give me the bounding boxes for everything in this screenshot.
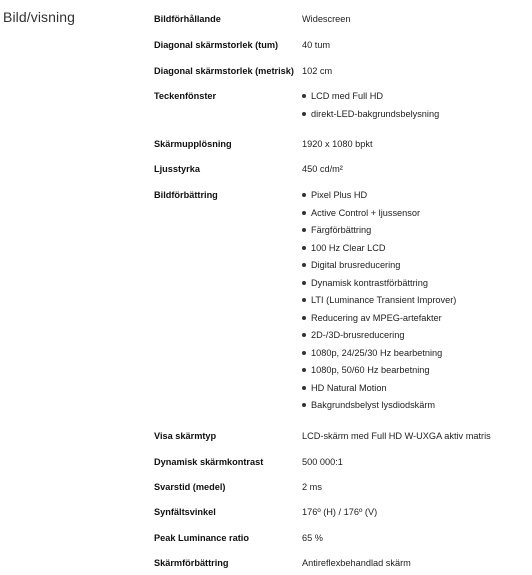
list-item-text: LCD med Full HD — [311, 91, 383, 101]
list-item-text: Dynamisk kontrastförbättring — [311, 277, 428, 288]
list-item-text: Active Control + ljussensor — [311, 207, 421, 218]
bullet-icon — [302, 281, 306, 285]
list-item-text: HD Natural Motion — [311, 382, 387, 393]
spec-value: 500 000:1 — [302, 457, 343, 467]
spec-label: Skärmförbättring — [154, 558, 229, 568]
spec-value: 102 cm — [302, 66, 333, 76]
bullet-icon — [302, 228, 306, 232]
list-item-text: LTI (Luminance Transient Improver) — [311, 295, 457, 305]
list-item-text: 1080p, 24/25/30 Hz bearbetning — [311, 347, 443, 358]
bullet-icon — [302, 298, 306, 302]
bullet-icon — [302, 211, 306, 215]
list-item — [302, 260, 456, 278]
spec-label: Svarstid (medel) — [154, 482, 226, 492]
list-item-text: Pixel Plus HD — [311, 190, 368, 200]
bullet-icon — [302, 316, 306, 320]
spec-label: Bildförbättring — [154, 190, 218, 200]
spec-label: Teckenfönster — [154, 91, 217, 101]
list-item — [302, 383, 456, 401]
list-item-text: 1080p, 50/60 Hz bearbetning — [311, 365, 430, 375]
spec-label: Dynamisk skärmkontrast — [154, 457, 264, 467]
bullet-icon — [302, 263, 306, 267]
section-title: Bild/visning — [3, 9, 76, 25]
list-item — [302, 330, 456, 348]
list-item — [302, 400, 456, 418]
spec-label: Diagonal skärmstorlek (metrisk) — [154, 66, 294, 76]
spec-bullet-list — [302, 91, 439, 126]
list-item — [302, 348, 456, 366]
bullet-icon — [302, 403, 306, 407]
list-item — [302, 109, 439, 127]
spec-value: Widescreen — [302, 14, 351, 24]
list-item-text: Bakgrundsbelyst lysdiodskärm — [311, 400, 436, 410]
list-item — [302, 225, 456, 243]
list-item — [302, 208, 456, 226]
spec-value: 176º (H) / 176º (V) — [302, 507, 378, 517]
spec-label: Synfältsvinkel — [154, 507, 216, 517]
spec-label: Bildförhållande — [154, 14, 221, 24]
spec-value: 450 cd/m² — [302, 164, 343, 174]
list-item — [302, 243, 456, 261]
spec-value: 65 % — [302, 533, 323, 543]
spec-value: 2 ms — [302, 482, 322, 492]
bullet-icon — [302, 246, 306, 250]
list-item — [302, 91, 439, 109]
bullet-icon — [302, 94, 306, 98]
bullet-icon — [302, 368, 306, 372]
list-item-text: 2D-/3D-brusreducering — [311, 330, 405, 340]
spec-label: Peak Luminance ratio — [154, 533, 249, 543]
list-item-text: Digital brusreducering — [311, 260, 401, 270]
spec-label: Diagonal skärmstorlek (tum) — [154, 40, 279, 50]
list-item-text: 100 Hz Clear LCD — [311, 242, 386, 253]
list-item — [302, 190, 456, 208]
list-item — [302, 365, 456, 383]
bullet-icon — [302, 333, 306, 337]
spec-label: Ljusstyrka — [154, 164, 200, 174]
spec-value: Antireflexbehandlad skärm — [302, 558, 411, 568]
list-item-text: Färgförbättring — [311, 225, 372, 235]
bullet-icon — [302, 351, 306, 355]
spec-value: LCD-skärm med Full HD W-UXGA aktiv matris — [302, 431, 491, 441]
list-item — [302, 295, 456, 313]
list-item — [302, 313, 456, 331]
spec-label: Visa skärmtyp — [154, 431, 217, 441]
bullet-icon — [302, 386, 306, 390]
spec-label: Skärmupplösning — [154, 139, 232, 149]
bullet-icon — [302, 112, 306, 116]
list-item-text: Reducering av MPEG-artefakter — [311, 312, 442, 323]
spec-value: 40 tum — [302, 40, 331, 50]
bullet-icon — [302, 193, 306, 197]
spec-bullet-list — [302, 190, 456, 418]
list-item-text: direkt-LED-bakgrundsbelysning — [311, 108, 440, 119]
list-item — [302, 278, 456, 296]
spec-value: 1920 x 1080 bpkt — [302, 139, 373, 149]
